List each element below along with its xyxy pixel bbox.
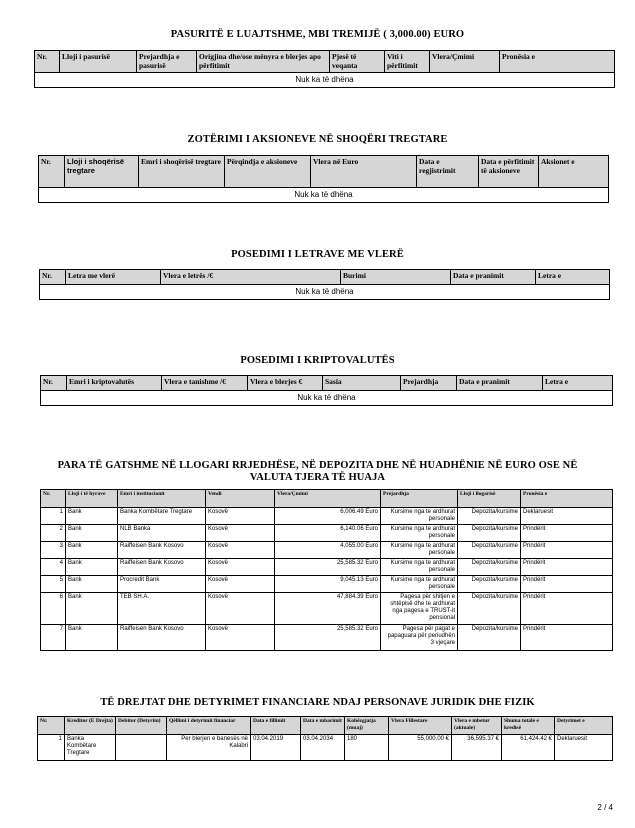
row-initial-value: 55,000.00 € [389,735,452,761]
col-account-type: Lloji i llogarisë [458,490,521,508]
row-income-type: Bank [66,625,118,651]
securities-table [39,269,610,300]
row-nr: 7 [41,625,66,651]
col-remaining-value: Vlera e mbetur (aktuale) [452,717,502,735]
row-nr: 4 [41,559,66,576]
row-obligations-of: Deklaruesit [555,735,613,761]
col-year: Viti i përfitimit [385,51,430,73]
row-income-type: Bank [66,525,118,542]
cash-deposits-table [40,489,613,651]
col-ownership: Pronësia e [521,490,613,508]
row-purpose: Per blerjen e banesës në Kalabri [167,735,251,761]
financial-obligations-table [37,716,613,761]
no-data-text: Nuk ka të dhëna [39,188,609,203]
row-value: 47,884.39 Euro [275,593,381,625]
row-origin: Pagesa për shitjen e shtëpisë dhe te ardhurat nga pagesa e TRUST-it pensional [381,593,458,625]
section-title-movable-assets: PASURITË E LUAJTSHME, MBI TREMIJË ( 3,000.00) EURO [170,29,465,40]
col-creditor: Kreditor (E Drejta) [65,717,116,735]
row-country: Kosovë [206,593,275,625]
col-country: Vendi [206,490,275,508]
row-nr: 5 [41,576,66,593]
col-share-percentage: Përqindja e aksioneve [225,156,311,188]
row-origin: Kursime nga te ardhurat personale [381,525,458,542]
row-value: 4,055.00 Euro [275,542,381,559]
row-start-date: 03.04.2019 [251,735,301,761]
col-initial-value: Vlera Fillestare [389,717,452,735]
col-institution: Emri i institucionit [118,490,206,508]
row-country: Kosovë [206,576,275,593]
row-origin: Kursime nga te ardhurat personale [381,576,458,593]
row-ownership: Prindërit [521,525,613,542]
col-parts: Pjesë të veqanta [330,51,385,73]
row-value: 25,585.32 Euro [275,559,381,576]
section-title-cash-deposits [0,460,635,484]
row-debtor [116,735,167,761]
row-institution: Raiffeisen Bank Kosovo [118,542,206,559]
col-value-euro: Vlera në Euro [311,156,417,188]
row-duration: 180 [345,735,389,761]
row-creditor: Banka Kombëtare Tregtare [65,735,116,761]
row-value: 9,045.13 Euro [275,576,381,593]
table-row [41,508,613,525]
row-ownership: Deklaruesit [521,508,613,525]
row-ownership: Prindërit [521,559,613,576]
section-title-financial-obligations: TË DREJTAT DHE DETYRIMET FINANCIARE NDAJ PERSONAVE JURIDIK DHE FIZIK [100,697,535,708]
row-ownership: Prindërit [521,625,613,651]
row-origin: Kursime nga te ardhurat personale [381,542,458,559]
row-income-type: Bank [66,542,118,559]
row-end-date: 03.04.2034 [301,735,345,761]
section-title-securities: POSEDIMI I LETRAVE ME VLERË [231,249,404,260]
col-letter-of: Letra e [543,376,613,391]
row-income-type: Bank [66,576,118,593]
col-source: Burimi [341,270,451,285]
col-receipt-date: Data e pranimit [457,376,543,391]
col-acquisition-method: Origjina dhe/ose mënyra e blerjes apo përfitimit [197,51,330,73]
table-row [41,559,613,576]
no-data-text: Nuk ka të dhëna [35,73,615,88]
col-origin: Prejardhja [401,376,457,391]
row-nr: 3 [41,542,66,559]
no-data-text: Nuk ka të dhëna [40,285,610,300]
row-value: 6,140.06 Euro [275,525,381,542]
row-value: 25,585.32 Euro [275,625,381,651]
title-line-1: PARA TË GATSHME NË LLOGARI RRJEDHËSE, NË DEPOZITA DHE NË HUADHËNIE NË EURO OSE NË [57,460,578,471]
col-receipt-date: Data e pranimit [451,270,536,285]
col-shares-of: Aksionet e [539,156,609,188]
table-row [41,542,613,559]
col-quantity: Sasia [323,376,401,391]
row-ownership: Prindërit [521,576,613,593]
col-start-date: Data e fillimit [251,717,301,735]
col-nr: Nr. [38,717,65,735]
row-value: 6,006.49 Euro [275,508,381,525]
col-purchase-value: Vlera e blerjes € [248,376,323,391]
movable-assets-table [34,50,615,88]
col-debtor: Debitor (Detyrim) [116,717,167,735]
title-line-2: VALUTA TJERA TË HUAJA [249,472,386,483]
col-asset-origin: Prejardhja e pasurisë [137,51,197,73]
col-income-type: Lloji i të hyrave [66,490,118,508]
col-registration-date: Data e regjistrimit [417,156,479,188]
col-crypto-name: Emri i kriptovalutës [67,376,162,391]
row-nr: 2 [41,525,66,542]
row-nr: 6 [41,593,66,625]
table-row [41,593,613,625]
col-company-name: Emri i shoqërisë tregtare [139,156,225,188]
col-total-credit: Shuma totale e kredisë [502,717,555,735]
row-remaining-value: 36,595.37 € [452,735,502,761]
row-origin: Kursime nga te ardhurat personale [381,559,458,576]
col-duration: Kohëzgjatja (muaj) [345,717,389,735]
page-number: 2 / 4 [597,803,613,812]
table-row [41,625,613,651]
col-purpose: Qëllimi i detyrimit financiar [167,717,251,735]
col-nr: Nr. [35,51,60,73]
col-security: Letra me vlerë [66,270,161,285]
table-row [38,735,613,761]
row-account-type: Depozita/kursime [458,525,521,542]
row-country: Kosovë [206,508,275,525]
col-security-value: Vlera e letrës /€ [161,270,341,285]
col-nr: Nr. [41,490,66,508]
col-value: Vlera/Çmimi [430,51,500,73]
col-origin: Prejardhja [381,490,458,508]
row-account-type: Depozita/kursime [458,508,521,525]
row-institution: Raiffeisen Bank Kosovo [118,625,206,651]
row-income-type: Bank [66,593,118,625]
row-origin: Pagesa për pagat e papaguara për periudhën 3 vjeçare [381,625,458,651]
row-nr: 1 [38,735,65,761]
col-nr: Nr. [39,156,65,188]
row-institution: Banka Kombëtare Tregtare [118,508,206,525]
row-nr: 1 [41,508,66,525]
row-account-type: Depozita/kursime [458,576,521,593]
table-row [41,576,613,593]
col-value: Vlera/Çmimi [275,490,381,508]
row-institution: Raiffeisen Bank Kosovo [118,559,206,576]
row-ownership: Prindërit [521,593,613,625]
crypto-table [40,375,613,406]
col-obligations-of: Detyrimet e [555,717,613,735]
table-row [41,525,613,542]
col-nr: Nr. [40,270,66,285]
row-account-type: Depozita/kursime [458,625,521,651]
row-institution: NLB Banka [118,525,206,542]
no-data-text: Nuk ka të dhëna [41,391,613,406]
col-current-value: Vlera e tanishme /€ [162,376,248,391]
row-total-credit: 61,424.42 € [502,735,555,761]
col-company-type: Lloji i shoqërisë tregtare [65,156,139,188]
row-account-type: Depozita/kursime [458,593,521,625]
col-acquisition-date: Data e përfitimit të aksioneve [479,156,539,188]
col-asset-type: Lloji i pasurisë [60,51,137,73]
row-income-type: Bank [66,508,118,525]
section-title-shares: ZOTËRIMI I AKSIONEVE NË SHOQËRI TREGTARE [187,134,448,145]
row-country: Kosovë [206,525,275,542]
col-letter-of: Letra e [536,270,610,285]
shares-table [38,155,609,203]
col-nr: Nr. [41,376,67,391]
col-ownership: Pronësia e [500,51,615,73]
row-account-type: Depozita/kursime [458,559,521,576]
row-account-type: Depozita/kursime [458,542,521,559]
row-country: Kosovë [206,559,275,576]
row-income-type: Bank [66,559,118,576]
section-title-crypto: POSEDIMI I KRIPTOVALUTËS [240,355,395,366]
col-end-date: Data e mbarimit [301,717,345,735]
row-country: Kosovë [206,542,275,559]
row-institution: Procredit Bank [118,576,206,593]
row-institution: TEB SH.A. [118,593,206,625]
row-ownership: Prindërit [521,542,613,559]
row-origin: Kursime nga te ardhurat personale [381,508,458,525]
row-country: Kosovë [206,625,275,651]
